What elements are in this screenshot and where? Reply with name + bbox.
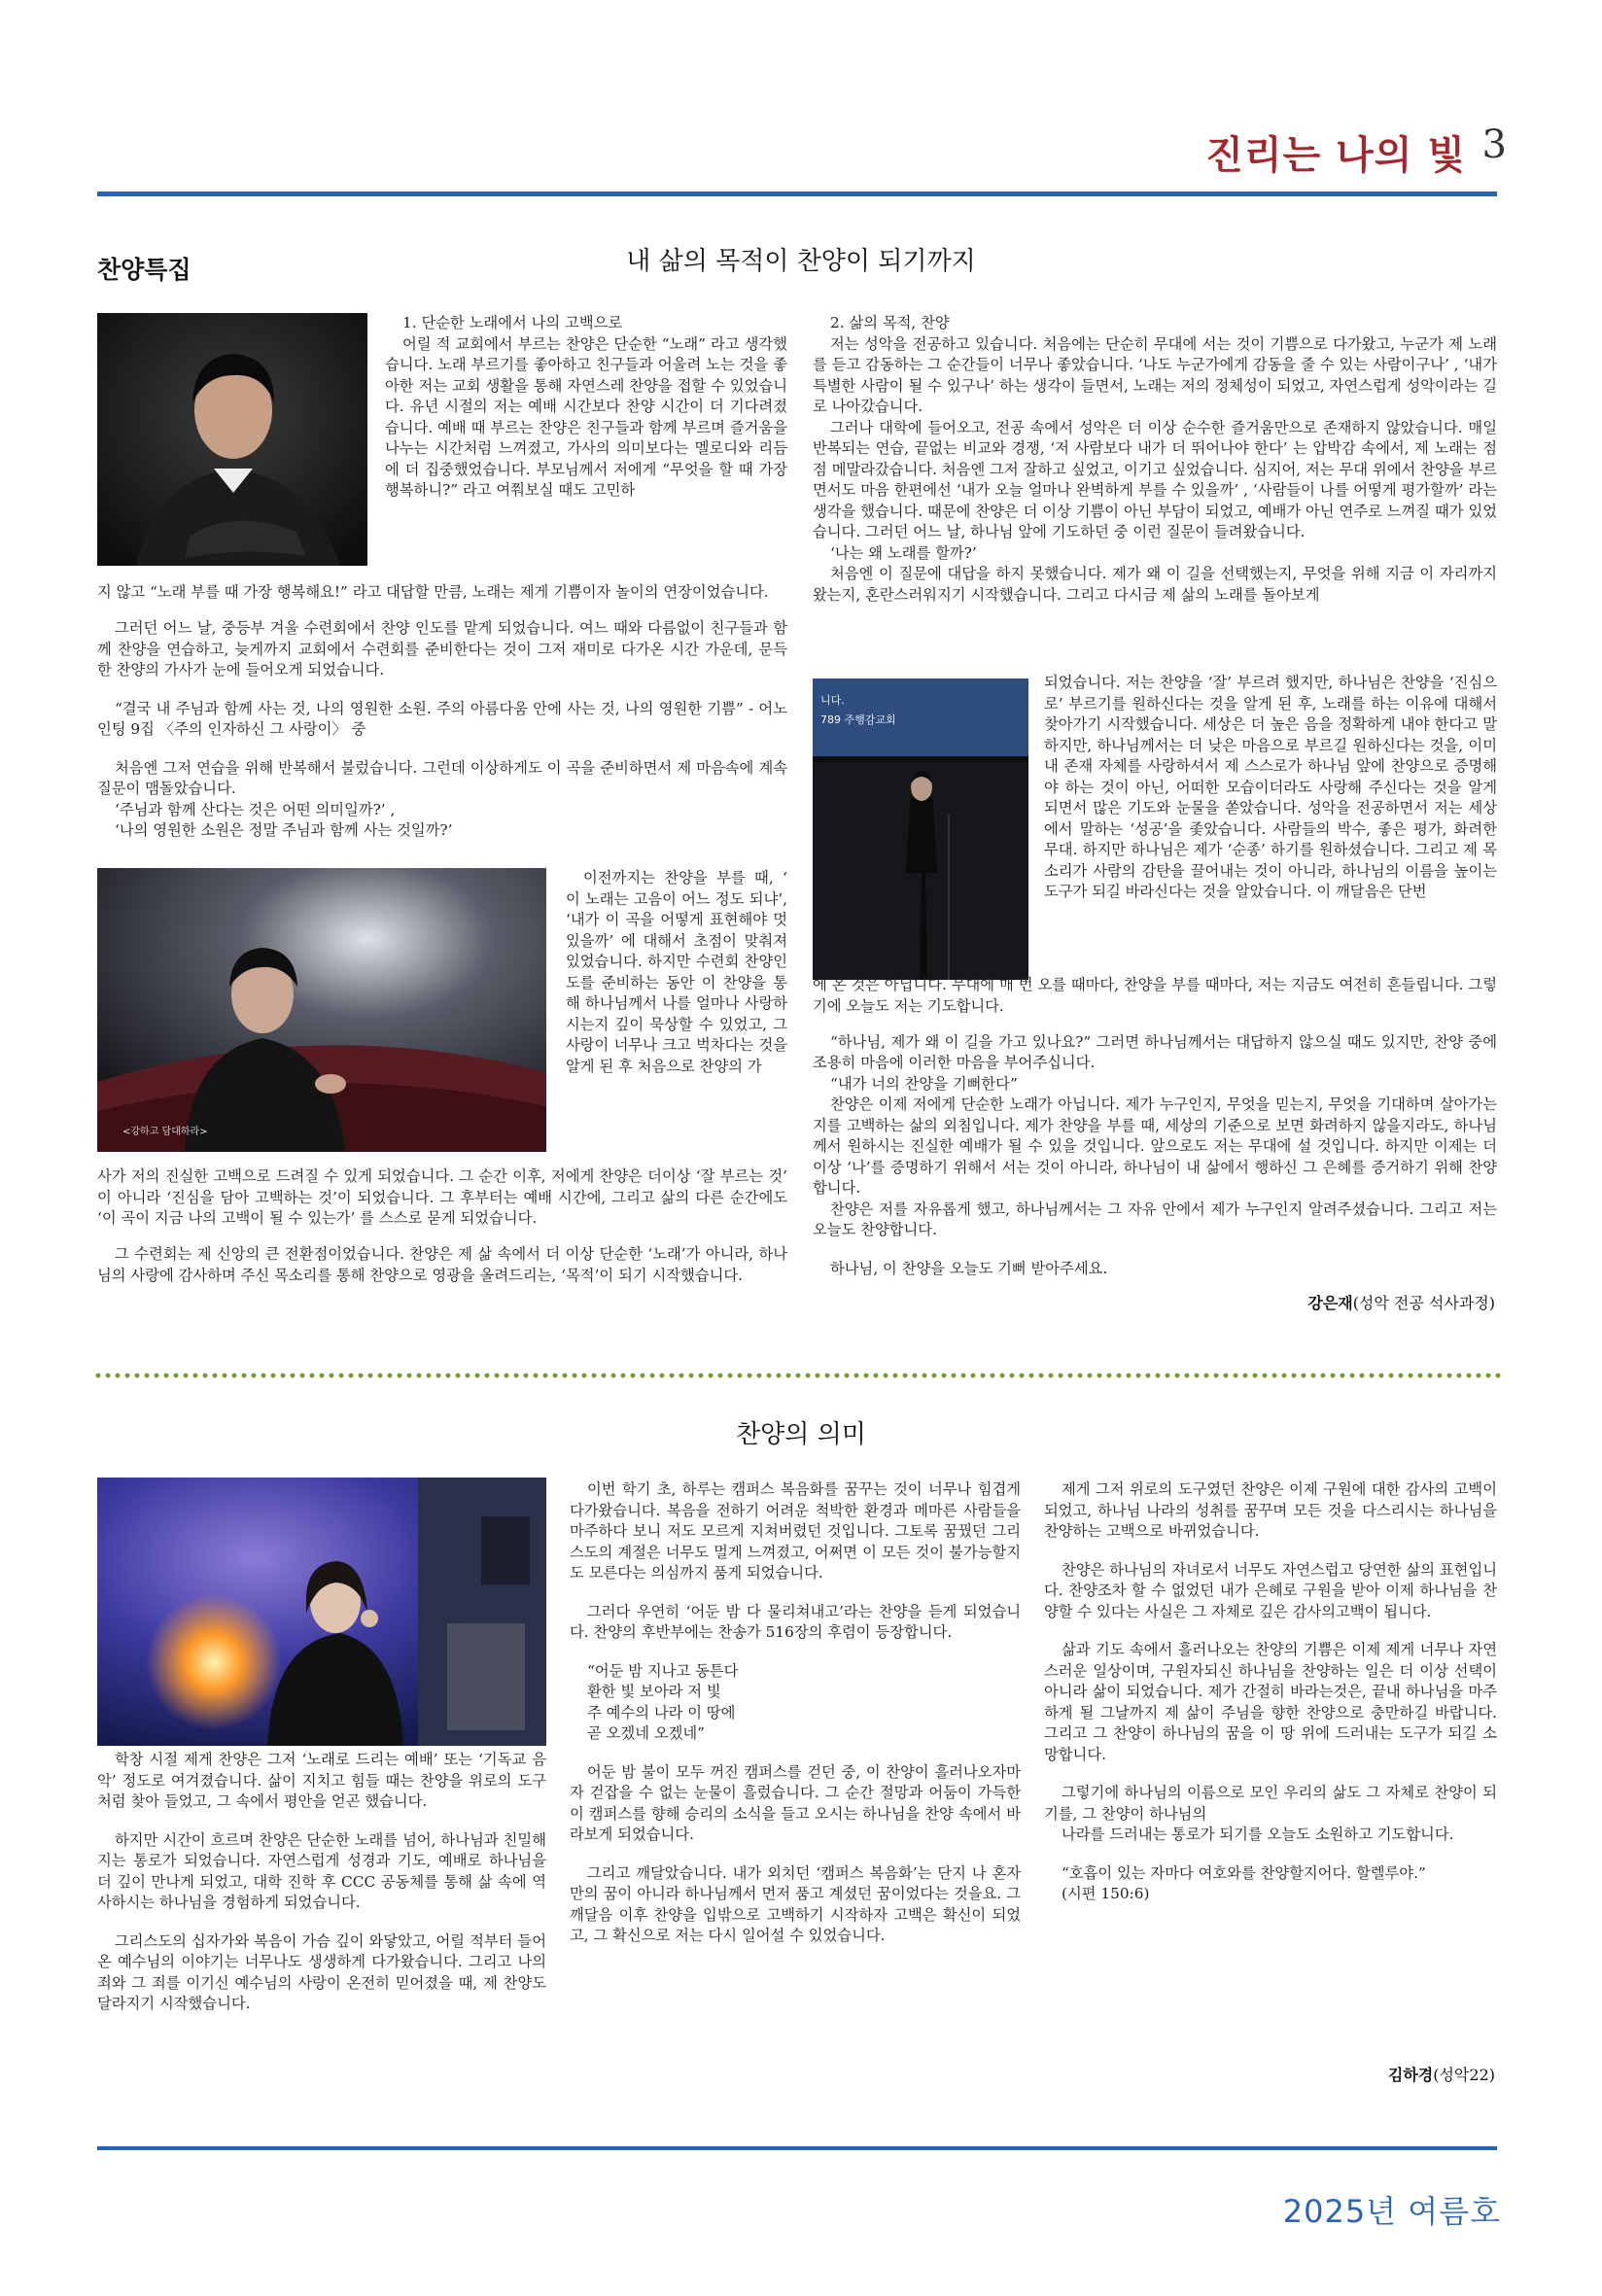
paragraph: 찬양은 저를 자유롭게 했고, 하나님께서는 그 자유 안에서 제가 누구인지 알려주셨습니다. 그리고 저는 오늘도 찬양합니다. (813, 1200, 1497, 1239)
paragraph: ‘나는 왜 노래를 할까?’ (830, 543, 977, 562)
paragraph: 어둔 밤 불이 모두 꺼진 캠퍼스를 걷던 중, 이 찬양이 흘러나오자마자 걷잡을 수 없는 눈물이 흘렀습니다. 그 순간 절망과 어둠이 가득한 이 캠퍼스를 향해 승리의 소식을 들고 오시는 하나님을 찬양 속에서 바라보게 되었습니다. (570, 1762, 1021, 1843)
article-title: 찬양의 의미 (736, 1420, 866, 1449)
paragraph: 그리고 깨달았습니다. 내가 외치던 ‘캠퍼스 복음화’는 단지 나 혼자만의 꿈이 아니라 하나님께서 먼저 품고 계셨던 꿈이었다는 것을요. 그 깨달음 이후 찬양을 입밖으로 고백하기 시작하자 고백은 확신이 되었고, 그 확신으로 저는 다시 일어설 수 있었습니다. (570, 1863, 1021, 1944)
spacer (1044, 1622, 1497, 1640)
bible-reference: (시편 150:6) (1062, 1885, 1150, 1902)
paragraph: “하나님, 제가 왜 이 길을 가고 있나요?” 그러면 하나님께서는 대답하지 않으실 때도 있지만, 찬양 중에 조용히 마음에 이러한 마음을 부어주십니다. (813, 1032, 1497, 1072)
byline-detail: (성악 전공 석사과정) (1352, 1294, 1495, 1312)
paragraph: ‘주님과 함께 산다는 것은 어떤 의미일까?’ , (115, 800, 396, 818)
paragraph: “내가 너의 찬양을 기뻐한다” (830, 1074, 1018, 1093)
lyric-line: “어둔 밤 지나고 동튼다 (587, 1661, 739, 1680)
section-divider (93, 1373, 1503, 1378)
page-number: 3 (1481, 122, 1507, 167)
paragraph: 나라를 드러내는 통로가 되기를 오늘도 소원하고 기도합니다. (1062, 1826, 1454, 1843)
concert-photo (97, 1478, 546, 1746)
paragraph: 처음엔 이 질문에 대답을 하지 못했습니다. 제가 왜 이 길을 선택했는지, 무엇을 위해 지금 이 자리까지 왔는지, 혼란스러워지기 시작했습니다. 그리고 다시금 제 삶의 노래를 돌아보게 (813, 565, 1497, 604)
banner-text: 니다. (820, 694, 845, 707)
paragraph: 어릴 적 교회에서 부르는 찬양은 단순한 “노래” 라고 생각했습니다. 노래 부르기를 좋아하고 친구들과 어울려 노는 것을 좋아한 저는 교회 생활을 통해 자연스레 찬양을 접할 수 있었습니다. 유년 시절의 저는 예배 시간보다 찬양 시간이 더 기다려졌습니다. 예배 때 부르는 찬양은 친구들과 함께 부르며 즐거움을 나누는 시간처럼 느껴졌고, 가사의 의미보다는 멜로디와 리듬에 더 집중했었습니다. 부모님께서 저에게 “무엇을 할 때 가장 행복하니?” 라고 여쭤보실 때도 고민하 (385, 334, 787, 499)
spacer (97, 1813, 546, 1830)
paragraph: 그렇기에 하나님의 이름으로 모인 우리의 삶도 그 자체로 찬양이 되기를, 그 찬양이 하나님의 (1044, 1784, 1497, 1823)
section-label: 찬양특집 (97, 256, 192, 284)
quote-paragraph: “결국 내 주님과 함께 사는 것, 나의 영원한 소원. 주의 아름다움 안에 사는 것, 나의 영원한 기쁨” - 어노인팅 9집 〈주의 인자하신 그 사랑이〉 중 (97, 699, 787, 739)
paragraph: 에 온 것은 아닙니다. 무대에 매 번 오를 때마다, 찬양을 부를 때마다, 저는 지금도 여전히 흔들립니다. 그렇기에 오늘도 저는 기도합니다. (813, 976, 1497, 1015)
paragraph: 삶과 기도 속에서 흘러나오는 찬양의 기쁨은 이제 제게 너무나 자연스러운 일상이며, 구원자되신 하나님을 찬양하는 일은 더 이상 선택이 아니라 삶이 되었습니다. 제가 간절히 바라는것은, 끝내 하나님을 마주하게 될 그날까지 제 삶이 주님을 향한 찬양으로 충만하길 바랍니다. 그리고 그 찬양이 하나님의 꿈을 이 땅 위에 드러내는 도구가 되길 소망합니다. (1044, 1641, 1497, 1763)
paragraph: 2. 삶의 목적, 찬양 (830, 314, 950, 331)
spacer (570, 1644, 1021, 1661)
paragraph: 하나님, 이 찬양을 오늘도 기뻐 받아주세요. (830, 1259, 1108, 1277)
paragraph: 사가 저의 진실한 고백으로 드려질 수 있게 되었습니다. 그 순간 이후, 저에게 찬양은 더이상 ‘잘 부르는 것’ 이 아니라 ‘진심을 담아 고백하는 것’이 되었습니다. 그 후부터는 예배 시간에, 그리고 삶의 다른 순간에도 ‘이 곡이 지금 나의 고백이 될 수 있는가’ 를 스스로 묻게 되었습니다. (97, 1167, 787, 1228)
paragraph: 찬양은 이제 저에게 단순한 노래가 아닙니다. 제가 누구인지, 무엇을 믿는지, 무엇을 기대하며 살아가는지를 고백하는 삶의 외침입니다. 제가 찬양을 부를 때, 세상의 기준으로 보면 화려하지 않을지라도, 하나님께서 원하시는 진실한 예배가 될 수 있을 것입니다. 앞으로도 저는 무대에 설 것입니다. 하지만 이제는 더 이상 ‘나’를 증명하기 위해서 서는 것이 아니라, 하나님이 내 삶에서 행하신 그 은혜를 증거하기 위해 찬양합니다. (813, 1096, 1497, 1198)
byline (1307, 1291, 1495, 1313)
paragraph: 제게 그저 위로의 도구였던 찬양은 이제 구원에 대한 감사의 고백이 되었고, 하나님 나라의 성취를 꿈꾸며 모든 것을 다스리시는 하나님을 찬양하는 고백으로 바뀌었습니다. (1044, 1480, 1497, 1540)
spacer (97, 1914, 546, 1931)
spacer (570, 1745, 1021, 1762)
paragraph: 지 않고 “노래 부를 때 가장 행복해요!” 라고 대답할 만큼, 노래는 제게 기쁨이자 놀이의 연장이었습니다. (97, 583, 769, 602)
byline-detail: (성악22) (1433, 2066, 1495, 2084)
paragraph: 처음엔 그저 연습을 위해 반복해서 불렀습니다. 그런데 이상하게도 이 곡을 준비하면서 제 마음속에 계속 질문이 맴돌았습니다. (97, 758, 787, 798)
portrait-photo (97, 313, 367, 566)
stage-photo (813, 678, 1028, 980)
paragraph: 그 수련회는 제 신앙의 큰 전환점이었습니다. 찬양은 제 삶 속에서 더 이상 단순한 ‘노래’가 아니라, 하나님의 사랑에 감사하며 주신 목소리를 통해 찬양으로 영광을 올려드리는, ‘목적’이 되기 시작했습니다. (97, 1245, 787, 1284)
lyric-line: 환한 빛 보아라 저 빛 (587, 1683, 721, 1700)
article-title: 내 삶의 목적이 찬양이 되기까지 (626, 247, 976, 276)
photo-caption: <강하고 담대하라> (122, 1127, 208, 1137)
spacer (570, 1846, 1021, 1863)
byline-name: 강은재 (1307, 1294, 1353, 1312)
banner-text: 789 주행감교회 (820, 713, 896, 726)
paragraph: 찬양은 하나님의 자녀로서 너무도 자연스럽고 당연한 삶의 표현입니다. 찬양조차 할 수 없었던 내가 은혜로 구원을 받아 이제 하나님을 찬양할 수 있다는 사실은 그 자체로 깊은 감사의고백이 됩니다. (1044, 1560, 1497, 1620)
edition-label: 2025년 여름호 (1282, 2193, 1501, 2230)
spacer (1044, 1543, 1497, 1560)
paragraph: 그러나 대학에 들어오고, 전공 속에서 성악은 더 이상 순수한 즐거움만으로 존재하지 않았습니다. 매일 반복되는 연습, 끝없는 비교와 경쟁, ‘저 사람보다 내가 더 뛰어나야 한다’ 는 압박감 속에서, 제 노래는 점점 메말라갔습니다. 처음엔 그저 잘하고 싶었고, 이기고 싶었습니다. 심지어, 저는 무대 위에서 찬양을 부르면서도 마음 한편에선 ‘내가 오늘 얼마나 완벽하게 부를 수 있을까’ , ‘사람들이 나를 어떻게 평가할까’ 라는 생각을 했습니다. 때문에 찬양은 더 이상 기쁨이 아닌 부담이 되었고, 예배가 아닌 연주로 느껴질 때가 있었습니다. 그러던 어느 날, 하나님 앞에 기도하던 중 이런 질문이 들려왔습니다. (813, 418, 1497, 540)
paragraph: 이번 학기 초, 하루는 캠퍼스 복음화를 꿈꾸는 것이 너무나 힘겹게 다가왔습니다. 복음을 전하기 어려운 척박한 환경과 메마른 사람들을 마주하다 보니 저도 모르게 지쳐버렸던 것입니다. 그토록 꿈꿨던 그리스도의 계절은 너무도 멀게 느껴졌고, 어쩌면 이 모든 것이 불가능할지도 모른다는 의심까지 품게 되었습니다. (570, 1480, 1021, 1582)
paragraph: 저는 성악을 전공하고 있습니다. 처음에는 단순히 무대에 서는 것이 기쁨으로 다가왔고, 누군가 제 노래를 듣고 감동하는 그 순간들이 너무나 좋았습니다. ‘나도 누군가에게 감동을 줄 수 있는 사람이구나’ , ‘내가 특별한 사람이 될 수 있구나’ 하는 생각이 들면서, 노래는 저의 정체성이 되었고, 자연스럽게 성악이라는 길로 나아갔습니다. (813, 334, 1497, 415)
paragraph: 그러던 어느 날, 중등부 겨울 수련회에서 찬양 인도를 맡게 되었습니다. 여느 때와 다름없이 친구들과 함께 찬양을 연습하고, 늦게까지 교회에서 수련회를 준비한다는 것이 그저 재미로 다가온 시간 가운데, 문득 한 찬양의 가사가 눈에 들어오게 되었습니다. (97, 619, 787, 679)
lyric-line: 곧 오겠네 오겠네” (587, 1724, 705, 1742)
paragraph: 되었습니다. 저는 찬양을 ‘잘’ 부르려 했지만, 하나님은 찬양을 ‘진심으로’ 부르기를 원하신다는 것을 알게 된 후, 노래를 하는 이유에 대해서 찾아가기 시작했습니다. 세상은 더 높은 음을 정확하게 내야 한다고 말하지만, 하나님께서는 더 낮은 마음으로 부르길 원하신다는 것을, 이미 내 존재 자체를 사랑하셔서 제 스스로가 하나님 앞에 찬양으로 증명해야 하는 것이 아닌, 어떠한 모습이더라도 사랑해 주신다는 것을 알게 되면서 많은 기도와 눈물을 쏟았습니다. 성악을 전공하면서 저는 세상에서 말하는 ‘성공’을 좇았습니다. 사람들의 박수, 좋은 평가, 화려한 무대. 하지만 하나님은 제가 ‘순종’ 하기를 원하셨습니다. 그리고 제 목소리가 사람의 감탄을 끌어내는 것이 아니라, 하나님의 이름을 높이는 도구가 되길 바라신다는 것을 알았습니다. 이 깨달음은 단번 (1044, 674, 1497, 901)
footer-rule (97, 2146, 1497, 2150)
spacer (1044, 1765, 1497, 1783)
spacer (570, 1584, 1021, 1602)
paragraph: 그리스도의 십자가와 복음이 가슴 깊이 와닿았고, 어릴 적부터 들어온 예수님의 이야기는 너무나도 생생하게 다가왔습니다. 그리고 나의 죄와 그 죄를 이기신 예수님의 사랑이 온전히 믿어졌을 때, 제 찬양도 달라지기 시작했습니다. (97, 1931, 546, 2012)
page-header-title: 진리는 나의 빛 (1205, 133, 1466, 178)
byline-name: 김하경 (1387, 2066, 1434, 2084)
header-rule (97, 191, 1497, 196)
paragraph: 그러다 우연히 ‘어둔 밤 다 물리쳐내고’라는 찬양을 듣게 되었습니다. 찬양의 후반부에는 찬송가 516장의 후렴이 등장합니다. (570, 1602, 1021, 1641)
paragraph: 학창 시절 제게 찬양은 그저 ‘노래로 드리는 예배’ 또는 ‘기독교 음악’ 정도로 여겨졌습니다. 삶이 지치고 힘들 때는 찬양을 위로의 도구처럼 찾아 들었고, 그 속에서 평안을 얻곤 했습니다. (97, 1751, 546, 1810)
paragraph: ‘나의 영원한 소원은 정말 주님과 함께 사는 것일까?’ (115, 821, 453, 840)
paragraph: 하지만 시간이 흐르며 찬양은 단순한 노래를 넘어, 하나님과 친밀해지는 통로가 되었습니다. 자연스럽게 성경과 기도, 예배로 하나님을 더 깊이 만나게 되었고, 대학 진학 후 CCC 공동체를 통해 삶 속에 역사하시는 하나님을 경험하게 되었습니다. (97, 1830, 546, 1911)
paragraph: 이전까지는 찬양을 부를 때, ‘ 이 노래는 고음이 어느 정도 되냐’, ‘내가 이 곡을 어떻게 표현해야 멋있을까’ 에 대해서 초점이 맞춰져 있었습니다. 하지만 수련회 찬양인도를 준비하는 동안 이 찬양을 통해 하나님께서 나를 얼마나 사랑하시는지 깊이 묵상할 수 있었고, 그 사랑이 너무나 크고 벅차다는 것을 알게 된 후 처음으로 찬양의 가 (566, 869, 787, 1075)
worship-photo (97, 868, 546, 1152)
paragraph: 1. 단순한 노래에서 나의 고백으로 (402, 314, 623, 331)
spacer (1044, 1846, 1497, 1863)
lyric-line: 주 예수의 나라 이 땅에 (587, 1703, 736, 1722)
byline (1388, 2063, 1495, 2085)
spacer (813, 1241, 1497, 1259)
bible-quote: “호흡이 있는 자마다 여호와를 찬양할지어다. 할렐루야.” (1062, 1863, 1426, 1882)
